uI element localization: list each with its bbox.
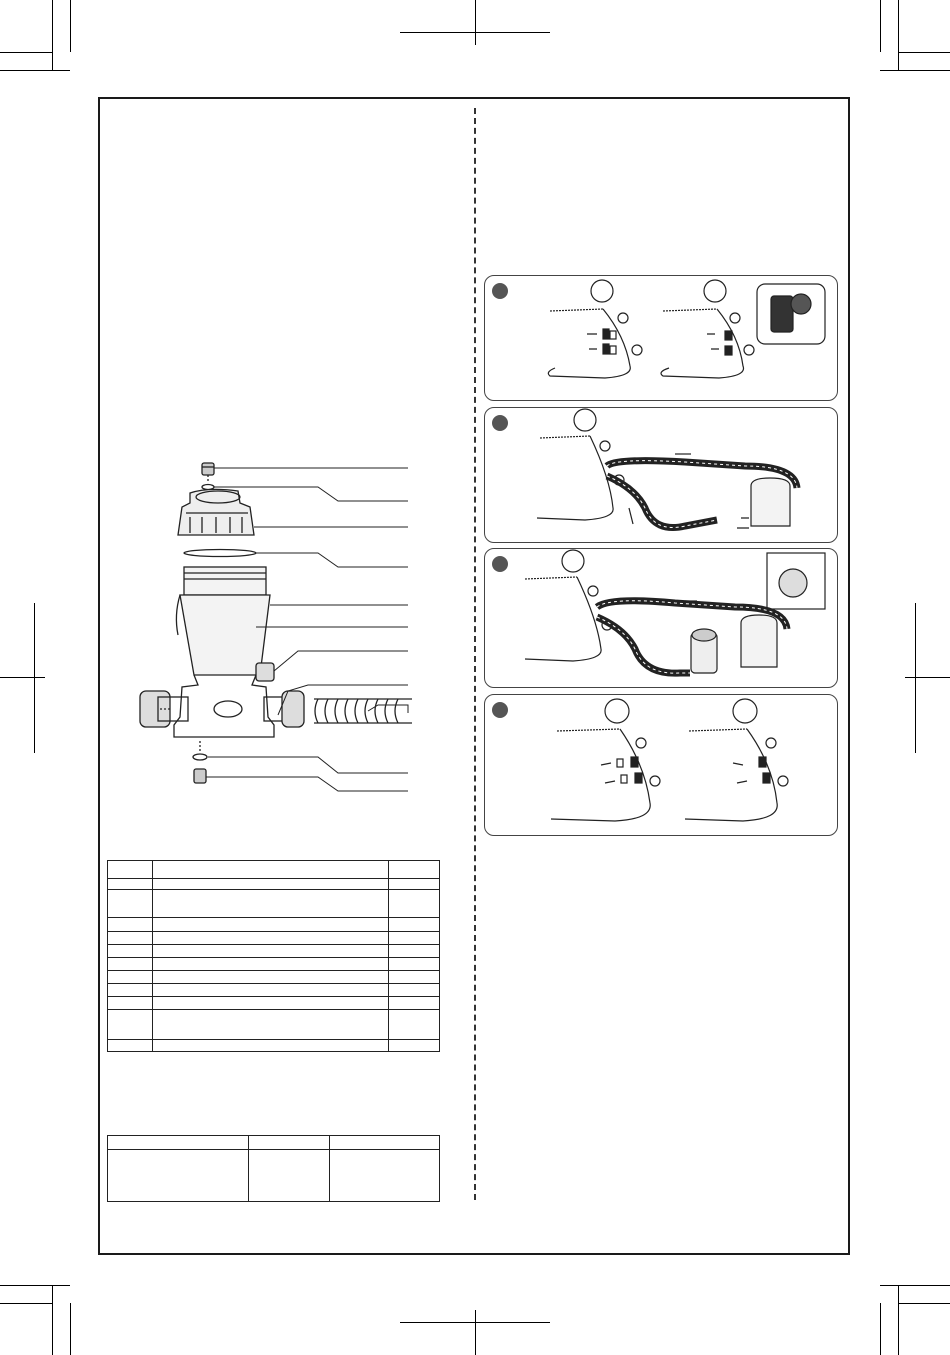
table-cell (389, 984, 440, 997)
table-cell (153, 984, 389, 997)
crop-mark (0, 677, 45, 678)
crop-mark (898, 1285, 899, 1355)
table-cell (249, 1136, 330, 1150)
crop-mark (880, 0, 881, 52)
plug-removal-icon (485, 276, 837, 400)
hose-connection-icon (485, 408, 837, 542)
table-cell (153, 958, 389, 971)
chlorinator-exploded-svg (128, 455, 412, 795)
crop-mark (0, 1303, 52, 1304)
crop-mark (898, 1303, 950, 1304)
exploded-view-diagram (128, 455, 412, 795)
table-cell (153, 879, 389, 890)
table-cell (108, 984, 153, 997)
table-cell (153, 861, 389, 879)
table-cell (108, 879, 153, 890)
step-panel-4 (484, 694, 838, 836)
table-cell (389, 890, 440, 918)
crop-mark (898, 52, 950, 53)
step-panel-2 (484, 407, 838, 543)
table-cell (153, 932, 389, 945)
table-cell (330, 1150, 440, 1202)
crop-mark (915, 603, 916, 753)
table-cell (389, 932, 440, 945)
table-cell (108, 932, 153, 945)
step-panel-1 (484, 275, 838, 401)
table-cell (108, 890, 153, 918)
crop-mark (52, 0, 53, 70)
crop-mark (70, 1303, 71, 1355)
plug-reinstall-icon (485, 695, 837, 835)
table-cell (330, 1136, 440, 1150)
table-cell (108, 945, 153, 958)
table-cell (153, 997, 389, 1010)
table-cell (108, 918, 153, 932)
table-cell (389, 945, 440, 958)
crop-mark (52, 1285, 53, 1355)
table-cell (389, 958, 440, 971)
table-cell (153, 1040, 389, 1052)
table-cell (389, 997, 440, 1010)
crop-mark (70, 0, 71, 52)
table-cell (108, 958, 153, 971)
column-divider (474, 108, 476, 1200)
table-cell (108, 1150, 249, 1202)
crop-mark (905, 677, 950, 678)
table-cell (153, 971, 389, 984)
parts-list-table (107, 860, 440, 1052)
table-cell (389, 879, 440, 890)
table-cell (389, 861, 440, 879)
crop-mark (898, 0, 899, 70)
table-cell (108, 1040, 153, 1052)
crop-mark (475, 1310, 476, 1355)
crop-mark (880, 1285, 950, 1286)
table-cell (108, 971, 153, 984)
table-cell (389, 918, 440, 932)
crop-mark (880, 70, 950, 71)
crop-mark (0, 70, 70, 71)
step-panel-3 (484, 548, 838, 688)
table-cell (108, 1010, 153, 1040)
table-cell (108, 1136, 249, 1150)
table-cell (153, 890, 389, 918)
table-cell (389, 971, 440, 984)
chlorinator-install-icon (485, 549, 837, 687)
table-cell (108, 861, 153, 879)
crop-mark (34, 603, 35, 753)
table-cell (153, 918, 389, 932)
crop-mark (880, 1303, 881, 1355)
table-cell (389, 1010, 440, 1040)
crop-mark (0, 1285, 70, 1286)
crop-mark (475, 0, 476, 45)
table-cell (153, 1010, 389, 1040)
spec-table (107, 1135, 440, 1202)
table-cell (389, 1040, 440, 1052)
table-cell (108, 997, 153, 1010)
crop-mark (0, 52, 52, 53)
table-cell (249, 1150, 330, 1202)
table-cell (153, 945, 389, 958)
